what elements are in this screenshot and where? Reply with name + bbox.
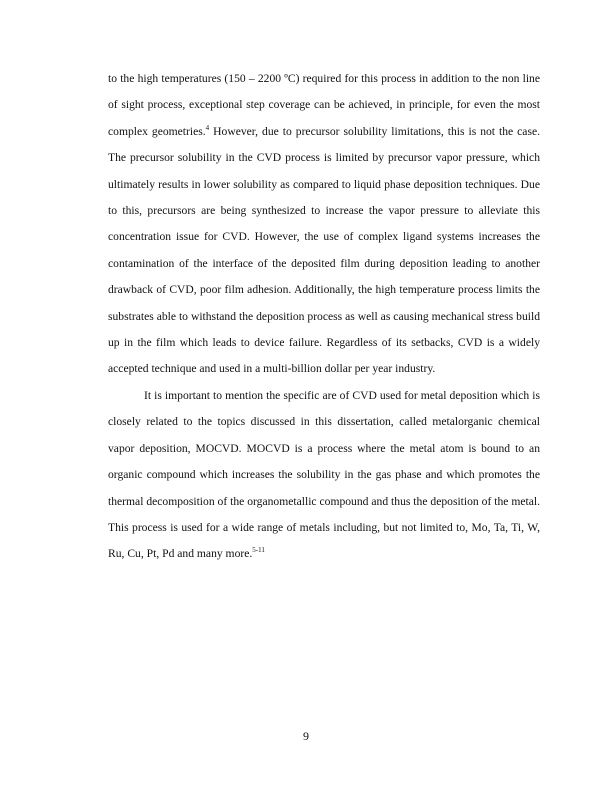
citation-superscript: 4 — [205, 123, 210, 132]
text-run — [108, 125, 540, 376]
citation-superscript: 5-11 — [252, 546, 265, 555]
text-run-body: to the high temperatures (150 – 2200 ºC) required for this process in addition to the non line of sight process, exceptional step coverage can be achieved, in principle, for even the most complex geometries. — [108, 72, 540, 138]
page-body — [108, 66, 540, 568]
text-run — [108, 389, 540, 560]
text-run-body: It is important to mention the specific are of CVD used for metal deposition which is closely related to the topics discussed in this dissertation, called metalorganic chemical vapor deposition, MOCVD. MOCVD is a process where the metal atom is bound to an organic compound which increases the solubility in the gas phase and which promotes the thermal decomposition of the organometallic compound and thus the deposition of the metal. This process is used for a wide range of metals including, but not limited to, Mo, Ta, Ti, W, Ru, Cu, Pt, Pd and many more. — [108, 388, 540, 561]
text-run-body: However, due to precursor solubility limitations, this is not the case. The precursor solubility in the CVD process is limited by precursor vapor pressure, which ultimately results in lower solubility as compared to liquid phase deposition techniques. Due to this, precursors are being synthesized to increase the vapor pressure to alleviate this concentration issue for CVD. However, the use of complex ligand systems increases the contamination of the interface of the deposited film during deposition leading to another drawback of CVD, poor film adhesion. Additionally, the high temperature process limits the substrates able to withstand the deposition process as well as causing mechanical stress build up in the film which leads to device failure. Regardless of its setbacks, CVD is a widely accepted technique and used in a multi-billion dollar per year industry. — [108, 124, 540, 376]
paragraph-mocvd — [108, 383, 540, 568]
page-number: 9 — [303, 729, 309, 743]
paragraph-cvd-limitations — [108, 66, 540, 383]
